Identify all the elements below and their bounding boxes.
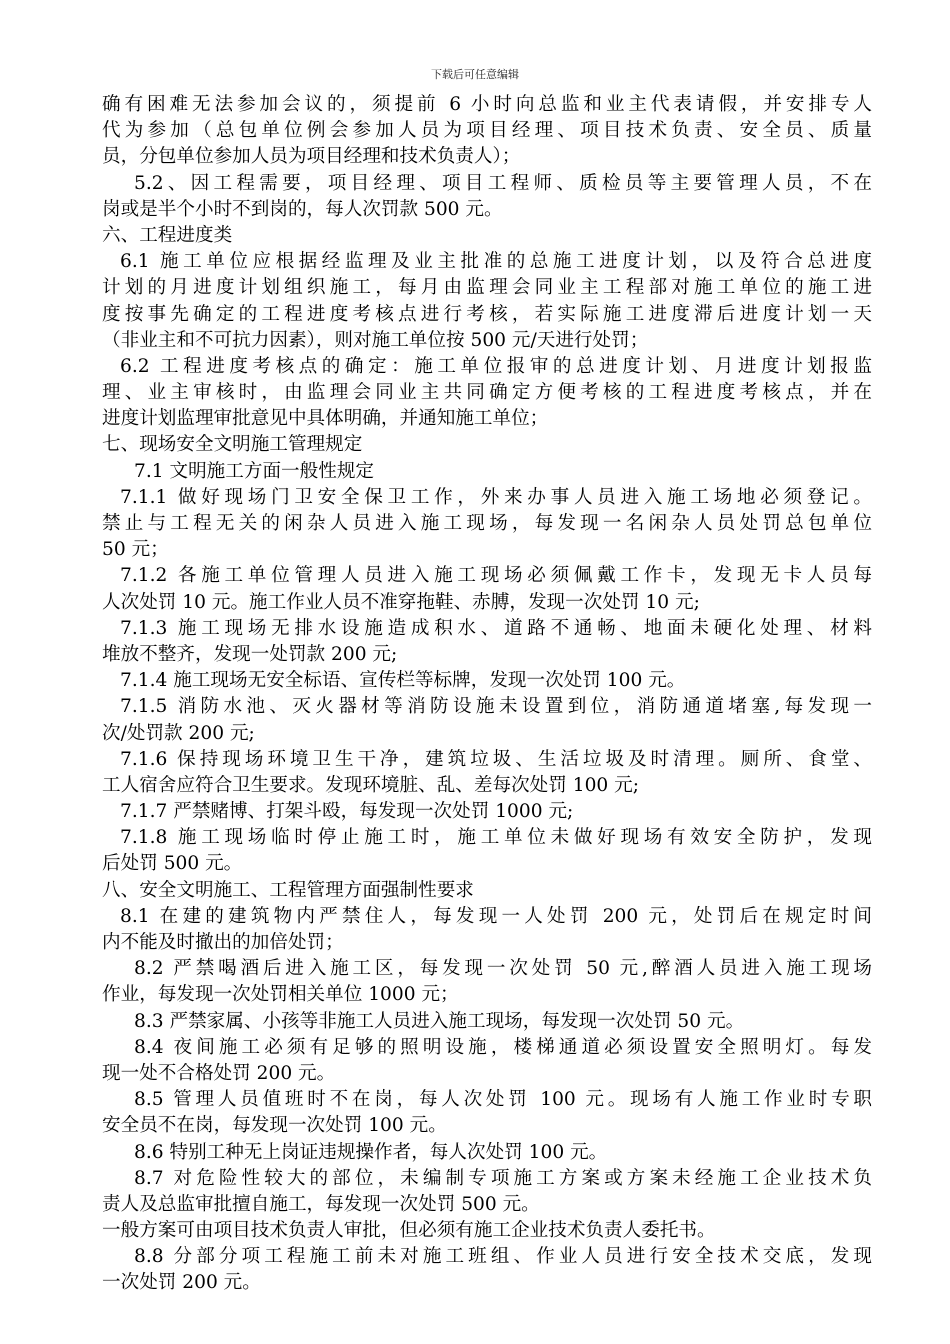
text-line: 7.1.7 严禁赌博、打架斗殴，每发现一次处罚 1000 元; <box>120 801 574 823</box>
text-line: 计划的月进度计划组织施工，每月由监理会同业主工程部对施工单位的施工进 <box>102 277 872 299</box>
text-line: 次/处罚款 200 元; <box>102 722 255 744</box>
text-line: 七、现场安全文明施工管理规定 <box>102 434 363 456</box>
text-line: 7.1.3 施工现场无排水设施造成积水、道路不通畅、地面未硬化处理、材料 <box>120 617 872 639</box>
text-line: 堆放不整齐，发现一处罚款 200 元; <box>102 643 398 665</box>
text-line: 8.2 严禁喝酒后进入施工区，每发现一次处罚 50 元,醉酒人员进入施工现场 <box>134 958 872 980</box>
text-line: 度按事先确定的工程进度考核点进行考核，若实际施工进度滞后进度计划一天 <box>102 303 872 325</box>
text-line: 8.4 夜间施工必须有足够的照明设施，楼梯通道必须设置安全照明灯。每发 <box>134 1036 872 1058</box>
text-line: 岗或是半个小时不到岗的，每人次罚款 500 元。 <box>102 198 503 220</box>
text-line: （非业主和不可抗力因素），则对施工单位按 500 元/天进行处罚； <box>102 329 649 351</box>
text-line: 50 元； <box>102 539 169 561</box>
text-line: 7.1.8 施工现场临时停止施工时，施工单位未做好现场有效安全防护，发现 <box>120 827 872 849</box>
text-line: 禁止与工程无关的闲杂人员进入施工现场，每发现一名闲杂人员处罚总包单位 <box>102 513 872 534</box>
document-body <box>102 92 872 1297</box>
text-line: 一般方案可由项目技术负责人审批，但必须有施工企业技术负责人委托书。 <box>102 1220 716 1242</box>
text-line: 7.1.2 各施工单位管理人员进入施工现场必须佩戴工作卡，发现无卡人员每 <box>120 565 872 587</box>
text-line: 8.1 在建的建筑物内严禁住人，每发现一人处罚 200 元，处罚后在规定时间 <box>120 905 872 927</box>
text-line: 7.1.4 施工现场无安全标语、宣传栏等标牌，发现一次处罚 100 元。 <box>120 670 686 692</box>
text-line: 7.1.1 做好现场门卫安全保卫工作，外来办事人员进入施工场地必须登记。 <box>120 486 872 508</box>
text-line: 7.1 文明施工方面一般性规定 <box>134 460 375 482</box>
text-line: 确有困难无法参加会议的，须提前 6 小时向总监和业主代表请假，并安排专人 <box>102 94 872 115</box>
page-header: 下载后可任意编辑 <box>431 68 519 81</box>
text-line: 内不能及时撤出的加倍处罚； <box>102 932 344 953</box>
text-line: 员，分包单位参加人员为项目经理和技术负责人）； <box>102 146 521 168</box>
text-line: 六、工程进度类 <box>102 224 233 246</box>
text-line: 进度计划监理审批意见中具体明确，并通知施工单位； <box>102 408 549 430</box>
text-line: 7.1.6 保持现场环境卫生干净，建筑垃圾、生活垃圾及时清理。厕所、食堂、 <box>120 748 872 770</box>
text-line: 6.1 施工单位应根据经监理及业主批准的总施工进度计划，以及符合总进度 <box>120 251 872 273</box>
text-line: 8.3 严禁家属、小孩等非施工人员进入施工现场，每发现一次处罚 50 元。 <box>134 1010 745 1032</box>
text-line: 后处罚 500 元。 <box>102 853 243 875</box>
text-line: 8.6 特别工种无上岗证违规操作者，每人次处罚 100 元。 <box>134 1141 608 1163</box>
text-line: 5.2、因工程需要，项目经理、项目工程师、质检员等主要管理人员，不在 <box>134 172 872 194</box>
text-line: 7.1.5 消防水池、灭火器材等消防设施未设置到位，消防通道堵塞,每发现一 <box>120 696 872 718</box>
text-line: 安全员不在岗，每发现一次处罚 100 元。 <box>102 1115 447 1137</box>
text-line: 责人及总监审批擅自施工，每发现一次处罚 500 元。 <box>102 1193 540 1215</box>
text-line: 一次处罚 200 元。 <box>102 1272 261 1294</box>
text-line: 现一处不合格处罚 200 元。 <box>102 1062 336 1084</box>
text-line: 人次处罚 10 元。施工作业人员不准穿拖鞋、赤膊，发现一次处罚 10 元; <box>102 591 700 613</box>
text-line: 8.5 管理人员值班时不在岗，每人次处罚 100 元。现场有人施工作业时专职 <box>134 1089 872 1111</box>
text-line: 工人宿舍应符合卫生要求。发现环境脏、乱、差每次处罚 100 元; <box>102 774 640 796</box>
text-line: 八、安全文明施工、工程管理方面强制性要求 <box>102 879 474 901</box>
text-line: 代为参加（总包单位例会参加人员为项目经理、项目技术负责、安全员、质量 <box>102 120 872 142</box>
text-line: 作业，每发现一次处罚相关单位 1000 元； <box>102 984 459 1006</box>
text-line: 6.2 工程进度考核点的确定：施工单位报审的总进度计划、月进度计划报监 <box>120 355 872 377</box>
text-line: 理、业主审核时，由监理会同业主共同确定方便考核的工程进度考核点，并在 <box>102 382 872 404</box>
text-line: 8.8 分部分项工程施工前未对施工班组、作业人员进行安全技术交底，发现 <box>134 1246 872 1268</box>
text-line: 8.7 对危险性较大的部位，未编制专项施工方案或方案未经施工企业技术负 <box>134 1167 872 1189</box>
